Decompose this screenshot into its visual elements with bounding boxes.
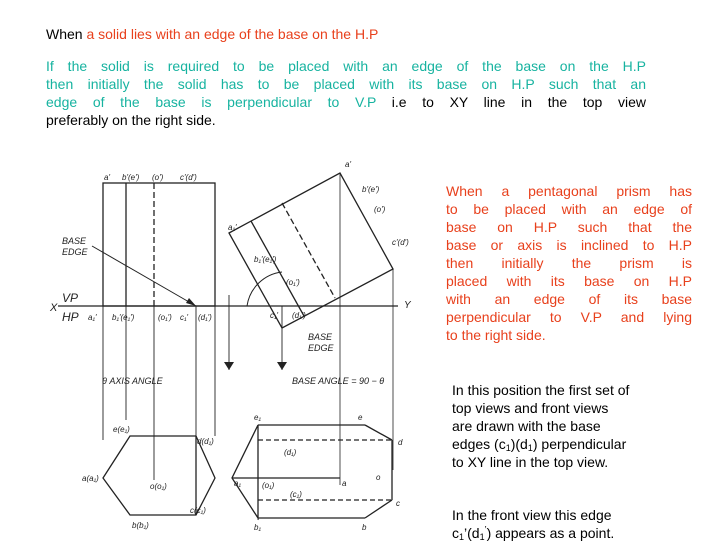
rot-edge-b xyxy=(251,221,304,316)
intro-line-2: then initially the solid has to be placed with its base on H.P such that an xyxy=(46,76,646,92)
label-y: Y xyxy=(404,300,411,311)
label-point: e(e₁) xyxy=(113,425,130,434)
tv-right-edge xyxy=(365,425,392,440)
red-line: to be placed with an edge of xyxy=(446,201,692,217)
subscript: 1 xyxy=(459,532,465,542)
text-part: ) appears as a point. xyxy=(486,525,615,541)
label-point: b₁'(e₁') xyxy=(112,313,135,322)
superscript: ’ xyxy=(484,524,487,535)
position-note-line: top views and front views xyxy=(452,400,609,416)
label-point: a' xyxy=(345,160,351,169)
label-edge: EDGE xyxy=(62,247,88,257)
intro-line-3-teal: edge of the base is perpendicular to V.P xyxy=(46,94,377,110)
subscript: 1 xyxy=(479,532,485,542)
red-line: to the right side. xyxy=(446,327,546,343)
label-point: c₁' xyxy=(180,313,189,322)
arrow-head xyxy=(224,362,234,370)
point-note-line: In the front view this edge xyxy=(452,507,612,523)
label-point: a₁' xyxy=(228,223,237,232)
label-base: BASE xyxy=(62,236,87,246)
label-point: (o') xyxy=(152,173,164,182)
label-point: b(b₁) xyxy=(132,521,149,530)
arrow-head xyxy=(186,298,196,306)
label-point: b₁'(e₁') xyxy=(254,255,277,264)
label-point: e₁ xyxy=(254,413,261,422)
label-point: a₁ xyxy=(234,479,241,488)
red-line: then initially the prism is xyxy=(446,255,692,271)
red-line: base on H.P such that the xyxy=(446,219,692,235)
label-point: (d₁) xyxy=(284,448,297,457)
label-point: (o₁') xyxy=(158,313,172,322)
subscript: 1 xyxy=(527,443,533,453)
label-axis-angle: θ AXIS ANGLE xyxy=(102,376,163,386)
label-edge-r: EDGE xyxy=(308,343,334,353)
rotation-arc xyxy=(247,272,282,306)
label-point: a xyxy=(342,479,347,488)
position-note-line: are drawn with the base xyxy=(452,418,601,434)
label-point: o(o₁) xyxy=(150,482,167,491)
label-point: a(a₁) xyxy=(82,474,99,483)
label-point: b xyxy=(362,523,367,532)
label-point: (d₁') xyxy=(198,313,212,322)
text-part: c xyxy=(452,525,459,541)
label-point: b'(e') xyxy=(122,173,140,182)
red-line: perpendicular to V.P and lying xyxy=(446,309,692,325)
label-point: (c₁) xyxy=(290,490,302,499)
arrow-head xyxy=(277,362,287,370)
label-point: d(d₁) xyxy=(197,437,214,446)
label-x: X xyxy=(50,302,58,314)
text-part: edges (c xyxy=(452,436,506,452)
label-point: a₁' xyxy=(88,313,97,322)
label-point: o xyxy=(376,473,381,482)
label-base-angle: BASE ANGLE = 90 − θ xyxy=(292,376,385,386)
intro-line-1: If the solid is required to be placed with an edge of the base on the H.P xyxy=(46,58,646,74)
tv-right-front xyxy=(232,425,258,518)
red-line: When a pentagonal prism has xyxy=(446,183,692,199)
red-line: base or axis is inclined to H.P xyxy=(446,237,692,253)
heading-prefix: When xyxy=(46,26,87,42)
label-point: c₁' xyxy=(270,311,279,320)
label-point: c'(d') xyxy=(392,238,409,247)
label-point: (o') xyxy=(374,205,386,214)
front-view-rect xyxy=(103,183,215,306)
label-hp: HP xyxy=(62,310,79,324)
label-point: d xyxy=(398,438,403,447)
red-line: placed with its base on H.P xyxy=(446,273,692,289)
label-point: c'(d') xyxy=(180,173,197,182)
label-point: c(c₁) xyxy=(190,506,206,515)
heading-highlight: a solid lies with an edge of the base on the H.P xyxy=(86,26,379,42)
subscript: 1 xyxy=(505,443,511,453)
tv-right-edge xyxy=(365,500,392,518)
text-part: )(d xyxy=(510,436,528,452)
label-point: a' xyxy=(104,173,110,182)
label-point: (o₁) xyxy=(262,481,275,490)
label-base-r: BASE xyxy=(308,332,333,342)
red-line: with an edge of its base xyxy=(446,291,692,307)
label-vp: VP xyxy=(62,291,79,305)
label-point: c xyxy=(396,499,400,508)
label-point: b₁ xyxy=(254,523,261,532)
intro-line-3-black: i.e to XY line in the top view xyxy=(376,94,647,110)
label-point: (o₁') xyxy=(286,278,300,287)
base-edge-leader xyxy=(92,246,196,306)
intro-line-4: preferably on the right side. xyxy=(46,112,216,128)
label-point: (d₁') xyxy=(292,311,306,320)
position-note-line: to XY line in the top view. xyxy=(452,454,609,470)
rotated-front-view xyxy=(229,173,393,328)
label-point: b'(e') xyxy=(362,185,380,194)
position-note-line: In this position the first set of xyxy=(452,382,630,398)
top-view-pentagon xyxy=(103,436,215,515)
text-part: ’(d xyxy=(464,525,480,541)
text-part: ) perpendicular xyxy=(532,436,627,452)
label-point: e xyxy=(358,413,363,422)
